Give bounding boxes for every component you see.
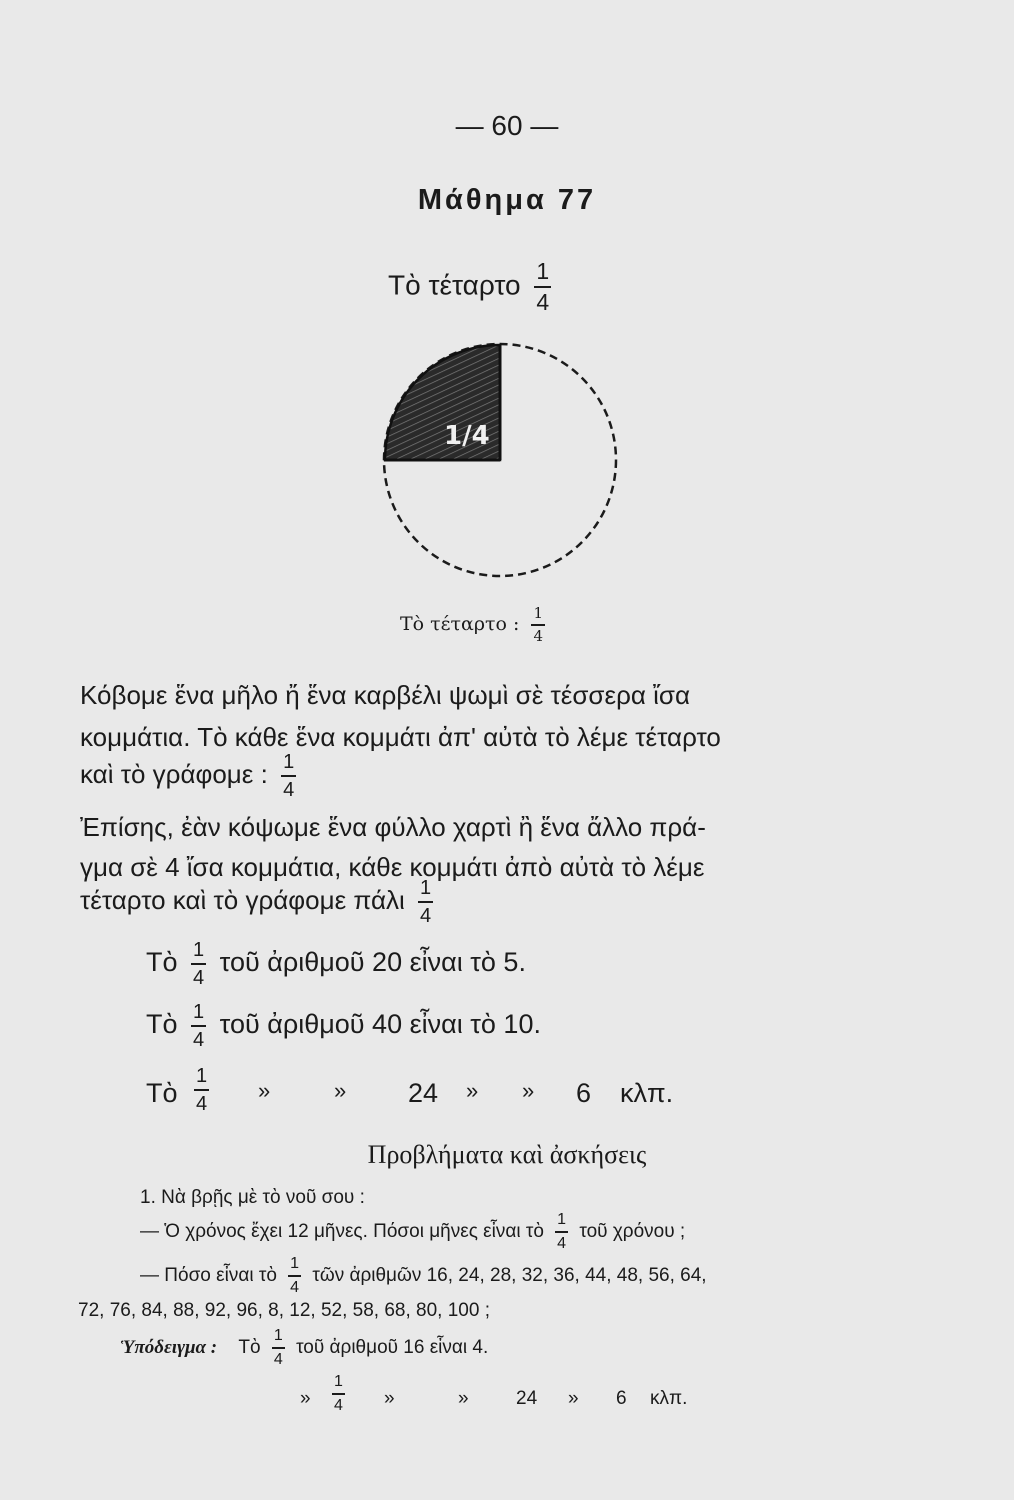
page-number: — 60 — — [455, 110, 559, 141]
example-row-2: Τὸ $\frac{1}{4}$ τοῦ ἀριθμοῦ 40 εἶναι τὸ 10. — [146, 1001, 541, 1051]
paragraph2-line1: Ἐπίσης, ἐὰν κόψωμε ἕνα φύλλο χαρτὶ ἢ ἕνα ἄλλο πρά- — [80, 812, 706, 842]
quarter-circle-diagram — [360, 330, 640, 600]
paragraph2-line2: γμα σὲ 4 ἴσα κομμάτια, κάθε κομμάτι ἀπὸ αὐτὰ τὸ λέμε — [80, 852, 705, 882]
exercise-question-2: — Πόσο εἶναι τὸ $\frac{1}{4}$ τῶν ἀριθμῶν 16, 24, 28, 32, 36, 44, 48, 56, 64, — [140, 1255, 707, 1296]
example-row-3: Τὸ $\frac{1}{4}$ » » 24 » » 6 κλπ. — [146, 1065, 674, 1115]
paragraph1-line1: Κόβομε ἕνα μῆλο ἤ ἕνα καρβέλι ψωμὶ σὲ τέσσερα ἴσα — [80, 680, 690, 710]
subtitle-fraction: $\frac{1}{4}$ — [536, 258, 550, 315]
exercise-question-2-continued: 72, 76, 84, 88, 92, 96, 8, 12, 52, 58, 68, 80, 100 ; — [78, 1300, 490, 1321]
subtitle — [388, 260, 557, 314]
paragraph2-line3: τέταρτο καὶ τὸ γράφομε πάλι $\frac{1}{4}$ — [80, 877, 432, 927]
exercise-1: 1. Νὰ βρῇς μὲ τὸ νοῦ σου : — [140, 1187, 365, 1208]
lesson-title: Μάθημα 77 — [417, 184, 597, 216]
exercise-hint: Ὑπόδειγμα : Τὸ $\frac{1}{4}$ τοῦ ἀριθμοῦ 16 εἶναι 4. — [120, 1327, 489, 1368]
exercise-question-1: — Ὁ χρόνος ἔχει 12 μῆνες. Πόσοι μῆνες εἶναι τὸ $\frac{1}{4}$ τοῦ χρόνου ; — [140, 1211, 686, 1252]
paragraph2-fraction: $\frac{1}{4}$ — [420, 877, 432, 927]
paragraph1-line2: κομμάτια. Τὸ κάθε ἕνα κομμάτι ἀπ' αὐτὰ τὸ λέμε τέταρτο — [80, 722, 721, 752]
paragraph1-line3: καὶ τὸ γράφομε : $\frac{1}{4}$ — [80, 751, 295, 801]
exercise-hint-2: » $\frac{1}{4}$ » » 24 » 6 κλπ. — [300, 1373, 688, 1414]
diagram-caption: Τὸ τέταρτο : $\frac{1}{4}$ — [400, 604, 544, 645]
caption-fraction: $\frac{1}{4}$ — [533, 604, 544, 645]
example-row-1: Τὸ $\frac{1}{4}$ τοῦ ἀριθμοῦ 20 εἶναι τὸ 5. — [146, 939, 526, 989]
subtitle-text: Τὸ τέταρτο — [388, 269, 521, 301]
problems-title: Προβλήματα καὶ ἀσκήσεις — [367, 1140, 647, 1169]
paragraph1-fraction: $\frac{1}{4}$ — [283, 751, 295, 801]
diagram-label: 1/4 — [444, 421, 490, 451]
